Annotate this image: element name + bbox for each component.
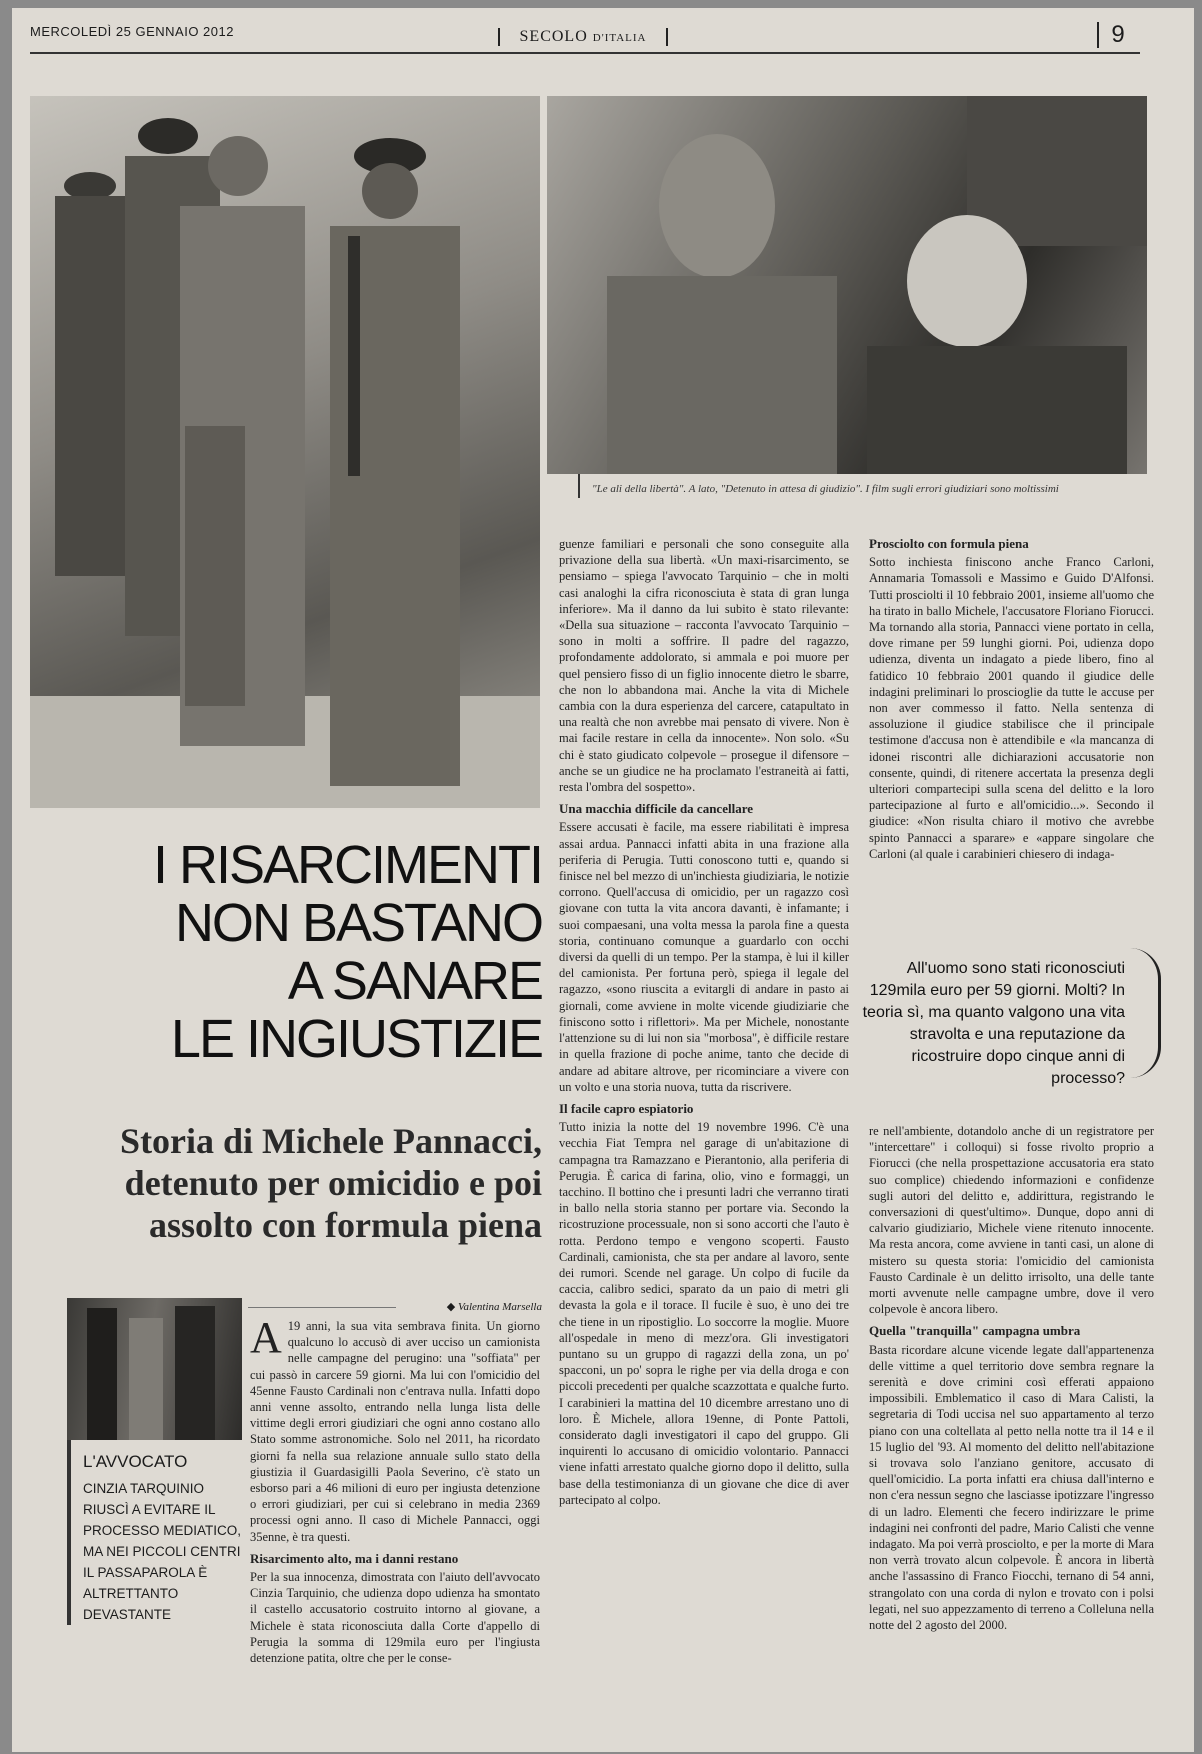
section-heading: Risarcimento alto, ma i danni restano [250, 1550, 459, 1566]
byline: ◆ Valentina Marsella [398, 1300, 542, 1313]
newspaper-page [12, 8, 1194, 1752]
subheadline [42, 1120, 542, 1246]
paper-name-small: D'ITALIA [592, 32, 647, 44]
film-stills-photo [547, 96, 1147, 474]
drop-cap: A [250, 1313, 282, 1362]
masthead-rule [30, 52, 1140, 54]
section-heading: Quella "tranquilla" campagna umbra [869, 1323, 1081, 1339]
headline-line: LE INGIUSTIZIE [170, 1009, 542, 1069]
article-column-2 [559, 536, 849, 1510]
article-paragraph: re nell'ambiente, dotandolo anche di un registratore per "intercettare" i colloqui) si fosse rivolto proprio a Fiorucci (che nella prospettazione accusatoria era stato suo complice) chiedendo informazioni e confidenze sugli autori del delitto e, addirittura, registrando le conversazioni di quest'ultimo». Dunque, dopo anni di calvario giudiziario, Michele viene ritenuto innocente. Ma resta ancora, come avviene in tanti casi, un alone di mistero su questa storia: l'omicidio del camionista Fausto Cardinale è un delitto irrisolto, una delle tante morti avvenute nelle campagne umbre, dove il vero colpevole è ancora libero. [869, 1124, 1154, 1317]
sidebar-text: CINZIA TARQUINIO RIUSCÌ A EVITARE IL PROCESSO MEDIATICO, MA NEI PICCOLI CENTRI IL PASSAPAROLA È ALTRETTANTO DEVASTANTE [83, 1481, 242, 1622]
subhead-line: assolto con formula piena [148, 1205, 542, 1245]
arrest-photo [30, 96, 540, 808]
article-text: 19 anni, la sua vita sembrava finita. Un giorno qualcuno lo accusò di aver ucciso un camionista nelle campagne del perugino: una "soffiata" per cui passò in carcere 59 giorni. Ma lui con l'omicidio del 45enne Fausto Cardinali non c'entrava nulla. Infatti dopo anni venne assolto, entrando nella lunga lista delle vittime degli errori giudiziari che ogni anno costano allo Stato somme astronomiche. Solo nel 2011, ha ricordato giorni fa nella sua relazione annuale sullo stato della giustizia il Guardasigilli Paola Severino, c'è stato un esborso pari a 46 milioni di euro per ingiusta detenzione o errori giudiziari, per cui si celebrano in media 2369 processi ogni anno. Il caso di Michele Pannacci, oggi 35enne, è tra questi. [250, 1319, 540, 1544]
lawyer-sidebar [67, 1440, 246, 1625]
sidebar-title: L'AVVOCATO [83, 1452, 188, 1471]
article-paragraph: Per la sua innocenza, dimostrata con l'aiuto dell'avvocato Cinzia Tarquinio, che udienza dopo udienza ha smontato il castello accusatorio costruito intorno al giovane, a Michele è stata riconosciuta dalla Corte d'appello di Perugia la somma di 129mila euro per l'ingiusta detenzione patita, oltre che per le conse- [250, 1570, 540, 1666]
article-paragraph: Essere accusati è facile, ma essere riabilitati è impresa assai ardua. Pannacci infatti abita in una frazione alla periferia di Perugia. Tutti conoscono tutti e, quando si finisce nel bel mezzo di un'inchiesta giudiziaria, le notizie corrono. Quell'accusa di omicidio, per un ragazzo così giovane con tutta la vita ancora davanti, è infamante; i suoi compaesani, una volta messa la parola fine a questa storia, continuano comunque a guardarlo con occhi diversi da quelli di un tempo. Per la stampa, è lui il killer del camionista. Per fortuna però, spiega il legale del ragazzo, «sono riuscita a evitargli di andare in pasto ai giornali, come avviene in molte vicende giudiziarie che finiscono sotto i riflettori». Ma per Michele, nonostante l'attenzione su di lui non sia "morbosa", è difficile restare in quella frazione di poche anime, tanto che decide di andare ad abitare altrove, per ricominciare a vivere con un volto e una storia nuova, tutta da riscrivere. [559, 820, 849, 1094]
section-heading: Una macchia difficile da cancellare [559, 801, 754, 817]
headline-line: A SANARE [287, 951, 542, 1011]
byline-rule [248, 1307, 396, 1308]
article-column-3 [869, 536, 1154, 864]
paper-name: SECOLO [519, 28, 588, 45]
pull-quote: All'uomo sono stati riconosciuti 129mila euro per 59 giorni. Molti? In teoria sì, ma quanto valgono una vita stravolta e una reputazione da ricostruire dopo cinque anni di processo? [862, 960, 1125, 1087]
article-column-3-continued [869, 1123, 1154, 1635]
article-paragraph: Sotto inchiesta finiscono anche Franco Carloni, Annamaria Tomassoli e Massimo e Guido D'Alfonsi. Tutti prosciolti il 10 febbraio 2001, insieme all'uomo che ha tirato in ballo Michele, l'accusatore Floriano Fiorucci. Ma tornando alla storia, Pannacci viene portato in cella, dove rimane per 59 lunghi giorni. Poi, udienza dopo udienza, diventa un indagato a piede libero, fino al fatidico 10 febbraio 2001 quando il giudice delle indagini preliminari lo proscioglie da tutte le accuse per non aver commesso il fatto. Nella sentenza di assoluzione il giudice stabilisce che il principale testimone d'accusa non è attendibile e «la mancanza di idonei riscontri alle dichiarazioni accusatorie non consente, quindi, di ritenere accertata la presenza degli ulteriori compartecipi sulla scena del delitto e la loro partecipazione al furto e all'omicidio...». Secondo il giudice: «Non risulta chiaro il motivo che avrebbe spinto Pannacci a sparare» e «appare singolare che Carloni (al quale i carabinieri chiesero di indaga- [869, 555, 1154, 861]
article-paragraph: Basta ricordare alcune vicende legate dall'appartenenza delle vittime a quel territorio dove sembra regnare la serenità e dove crimini così efferati appaiono impossibili. Emblematico il caso di Mara Calisti, la segretaria di Todi uccisa nel suo appartamento al terzo piano con una coltellata al petto nella notte tra il 14 e il 15 luglio del '93. Al momento del delitto nell'abitazione si trovava solo l'anziano genitore, accusato di quell'omicidio. La porta infatti era chiusa dall'interno e non c'era nessun segno che lasciasse ipotizzare l'ingresso di un ladro. Elementi che fecero indirizzare le prime indagini nei confronti del padre, Mario Calisti che venne indagato. Ma poi verrà prosciolto, e per la morte di Mara non verrà trovato alcun colpevole. È ancora in libertà anche l'assassino di Franco Fiocchi, ternano di 54 anni, strangolato con una corda di nylon e trovato con i polsi legati, nel suo appezzamento di terreno a Colleluna nella notte del 2 agosto del 2000. [869, 1342, 1154, 1633]
headline-line: NON BASTANO [174, 893, 542, 953]
photo-caption: "Le ali della libertà". A lato, "Detenuto in attesa di giudizio". I film sugli errori giudiziari sono moltissimi [592, 483, 1059, 495]
section-heading: Prosciolto con formula piena [869, 536, 1029, 551]
headline-line: I RISARCIMENTI [152, 835, 542, 895]
subhead-line: Storia di Michele Pannacci, [120, 1121, 542, 1161]
article-paragraph [250, 1313, 540, 1545]
article-paragraph: guenze familiari e personali che sono conseguite alla privazione della sua libertà. «Un maxi-risarcimento, se pensiamo – spiega l'avvocato Tarquinio – che in molti casi analoghi la cifra riconosciuta è stata di gran lunga inferiore». Ma il danno da lui subito è stato rilevante: «Della sua situazione – racconta l'avvocato Tarquinio – sono in molti a soffrire. Il padre del ragazzo, profondamente addolorato, si ammala e poi muore per quel pensiero fisso di un figlio innocente dietro le sbarre, che non lo abbandona mai. Anche la vita di Michele cambia con la dura esperienza del carcere, catapultato in una realtà che non avrebbe mai pensato di vivere. Non è mai facile restare in cella da innocente». Non solo. «Su chi è stato giudicato colpevole – prosegue il difensore – anche se un giudice ne ha proclamato l'estraneità ai fatti, resta l'ombra del sospetto». [559, 537, 849, 795]
headline [42, 836, 542, 1068]
issue-date: MERCOLEDÌ 25 GENNAIO 2012 [30, 24, 234, 39]
article-column-1 [250, 1313, 540, 1668]
article-paragraph: Tutto inizia la notte del 19 novembre 1996. C'è una vecchia Fiat Tempra nel garage di un'abitazione di campagna tra Ramazzano e Pierantonio, alla periferia di Perugia. È carica di farina, olio, vino e formaggi, un tacchino. Il bottino che i presunti ladri che verranno tirati in ballo nella storia stanno per portare via. Secondo la ricostruzione processuale, non si sono accorti che l'auto è rotta. Perdono tempo e vengono scoperti. Fausto Cardinali, camionista, che sta per andare al lavoro, sente dei rumori. Scende nel garage. Un colpo di fucile da caccia, calibro sedici, sparato da un paio di metri gli devasta la gola e il torace. Il fucile è suo, è uno dei tre che tiene in un ripostiglio. Lo soccorre la moglie. Muore all'ospedale in meno di mezz'ora. Gli investigatori puntano su un gruppo di ragazzi della zona, un po' spacconi, un po' sopra le righe per via della droga e con piccoli precedenti per qualche scazzottata e qualche furto. I carabinieri la mattina del 10 dicembre arrestano uno di loro. È Michele, allora 19enne, di Ponte Pattoli, considerato dagli investigatori il capo del gruppo. Gli inquirenti lo accusano di omicidio volontario. Pannacci viene infatti arrestato qualche giorno dopo il delitto, sulla base della testimonianza di un giovane che dice di aver partecipato al colpo. [559, 1120, 849, 1507]
lawyer-robes-photo [67, 1298, 242, 1450]
page-number: 9 [1097, 22, 1137, 48]
paper-masthead [498, 28, 668, 46]
subhead-line: detenuto per omicidio e poi [124, 1163, 542, 1203]
section-heading: Il facile capro espiatorio [559, 1100, 694, 1116]
pull-quote-bracket [1130, 948, 1161, 1078]
caption-bar [578, 474, 580, 498]
